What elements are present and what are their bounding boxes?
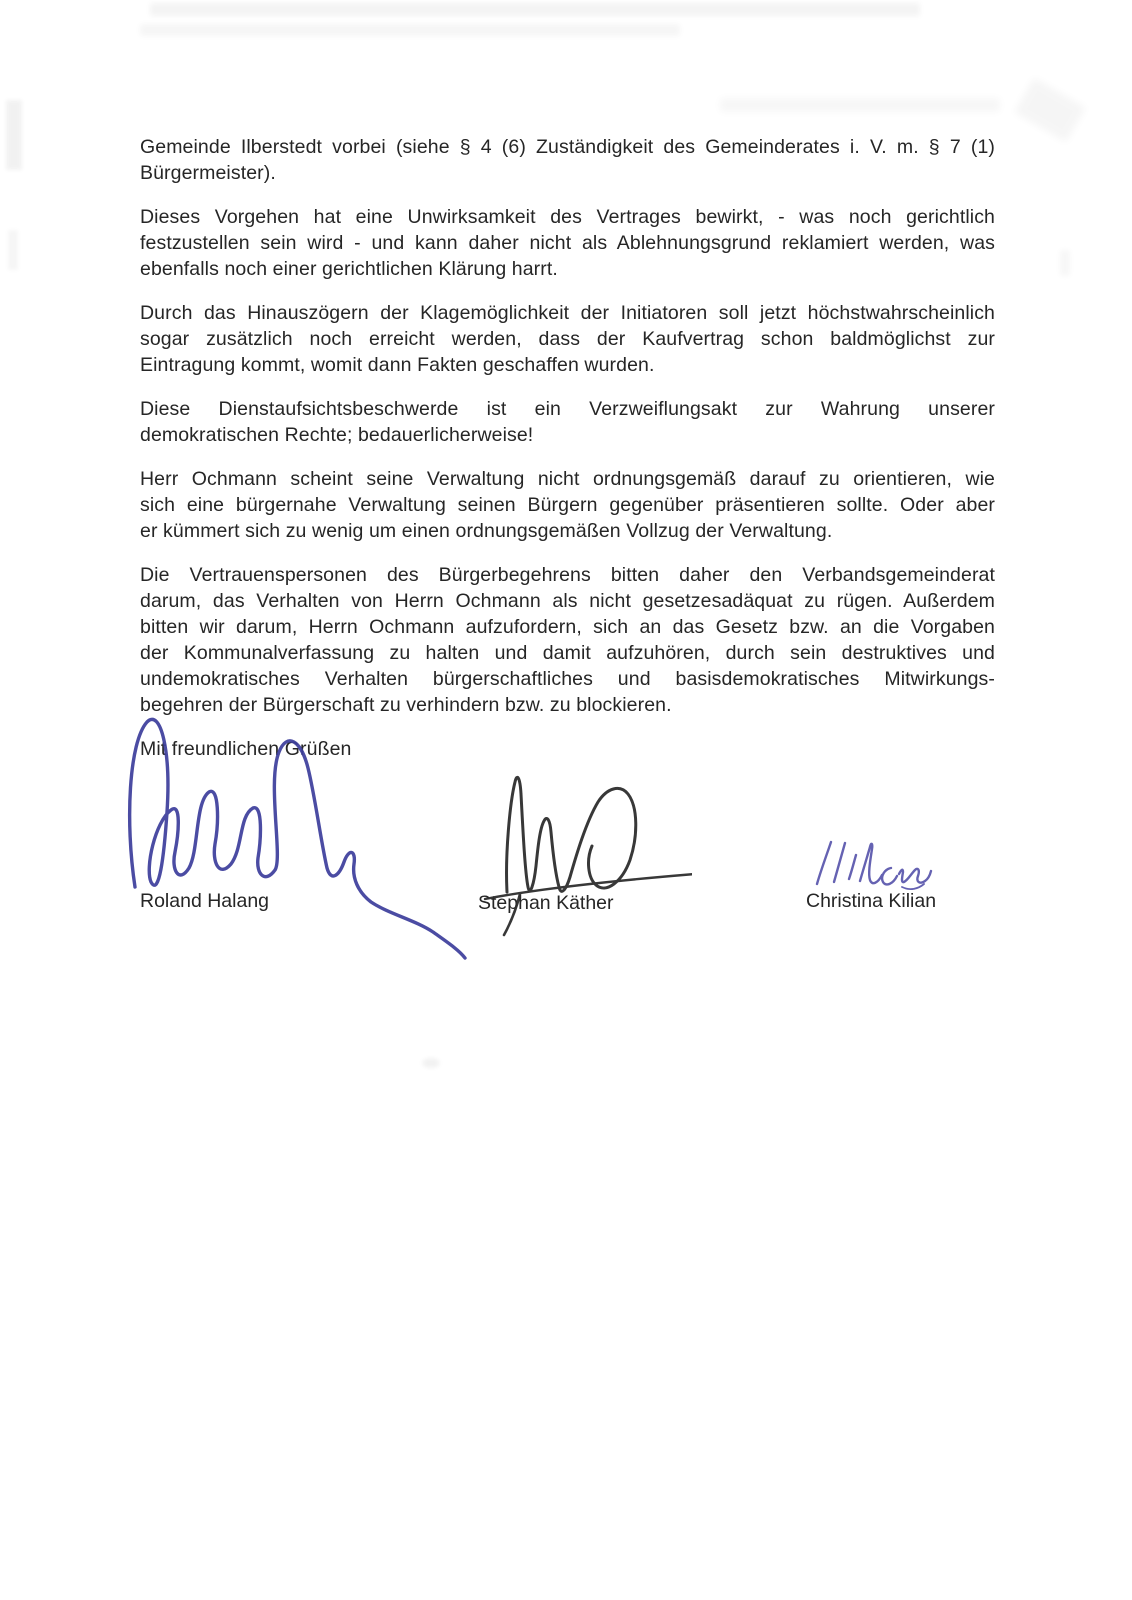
scan-artifact xyxy=(140,24,680,36)
text-line: Eintragung kommt, womit dann Fakten geschaffen wurden. xyxy=(140,354,655,376)
text-line: bitten wir darum, Herrn Ochmann aufzufordern, sich an das Gesetz bzw. an die Vorgaben xyxy=(140,616,995,638)
scan-artifact xyxy=(8,230,18,270)
scan-artifact xyxy=(422,1058,440,1068)
signatory-name: Stephan Käther xyxy=(478,892,614,914)
text-line: der Kommunalverfassung zu halten und damit aufzuhören, durch sein destruktives und xyxy=(140,642,995,664)
text-line: demokratischen Rechte; bedauerlicherweise! xyxy=(140,424,534,446)
text-line: Gemeinde Ilberstedt vorbei (siehe § 4 (6) Zuständigkeit des Gemeinderates i. V. m. § 7 (1) xyxy=(140,136,995,158)
paragraph xyxy=(140,396,995,448)
text-line: Die Vertrauenspersonen des Bürgerbegehrens bitten daher den Verbandsgemeinderat xyxy=(140,564,995,586)
paragraph xyxy=(140,562,995,718)
text-line: Herr Ochmann scheint seine Verwaltung nicht ordnungsgemäß darauf zu orientieren, wie xyxy=(140,468,995,490)
paragraph xyxy=(140,204,995,282)
text-line: begehren der Bürgerschaft zu verhindern bzw. zu blockieren. xyxy=(140,694,672,716)
closing-salutation: Mit freundlichen Grüßen xyxy=(140,738,352,760)
signatory-name: Roland Halang xyxy=(140,890,270,912)
signatory-name: Christina Kilian xyxy=(806,890,937,912)
scan-artifact xyxy=(1014,78,1086,143)
scan-artifact xyxy=(1060,250,1070,276)
paragraph xyxy=(140,134,995,186)
paragraph xyxy=(140,300,995,378)
text-line: er kümmert sich zu wenig um einen ordnungsgemäßen Vollzug der Verwaltung. xyxy=(140,520,833,542)
scan-artifact xyxy=(6,100,22,170)
text-line: sogar zusätzlich noch erreicht werden, dass der Kaufvertrag schon baldmöglichst zur xyxy=(140,328,995,350)
text-line: sich eine bürgernahe Verwaltung seinen Bürgern gegenüber präsentieren sollte. Oder aber xyxy=(140,494,995,516)
text-line: Diese Dienstaufsichtsbeschwerde ist ein Verzweiflungsakt zur Wahrung unserer xyxy=(140,398,995,420)
paragraph xyxy=(140,466,995,544)
text-line: Dieses Vorgehen hat eine Unwirksamkeit des Vertrages bewirkt, - was noch gerichtlich xyxy=(140,206,995,228)
text-line: ebenfalls noch einer gerichtlichen Klärung harrt. xyxy=(140,258,558,280)
scan-artifact xyxy=(720,98,1000,112)
text-line: undemokratisches Verhalten bürgerschaftliches und basisdemokratisches Mitwirkungs- xyxy=(140,668,995,690)
text-line: Durch das Hinauszögern der Klagemöglichkeit der Initiatoren soll jetzt höchstwahrscheinlich xyxy=(140,302,995,324)
text-line: Bürgermeister). xyxy=(140,162,276,184)
text-line: festzustellen sein wird - und kann daher nicht als Ablehnungsgrund reklamiert werden, was xyxy=(140,232,995,254)
scan-artifact xyxy=(150,3,920,16)
letter-body xyxy=(140,134,995,762)
text-line: darum, das Verhalten von Herrn Ochmann als nicht gesetzesadäquat zu rügen. Außerdem xyxy=(140,590,995,612)
